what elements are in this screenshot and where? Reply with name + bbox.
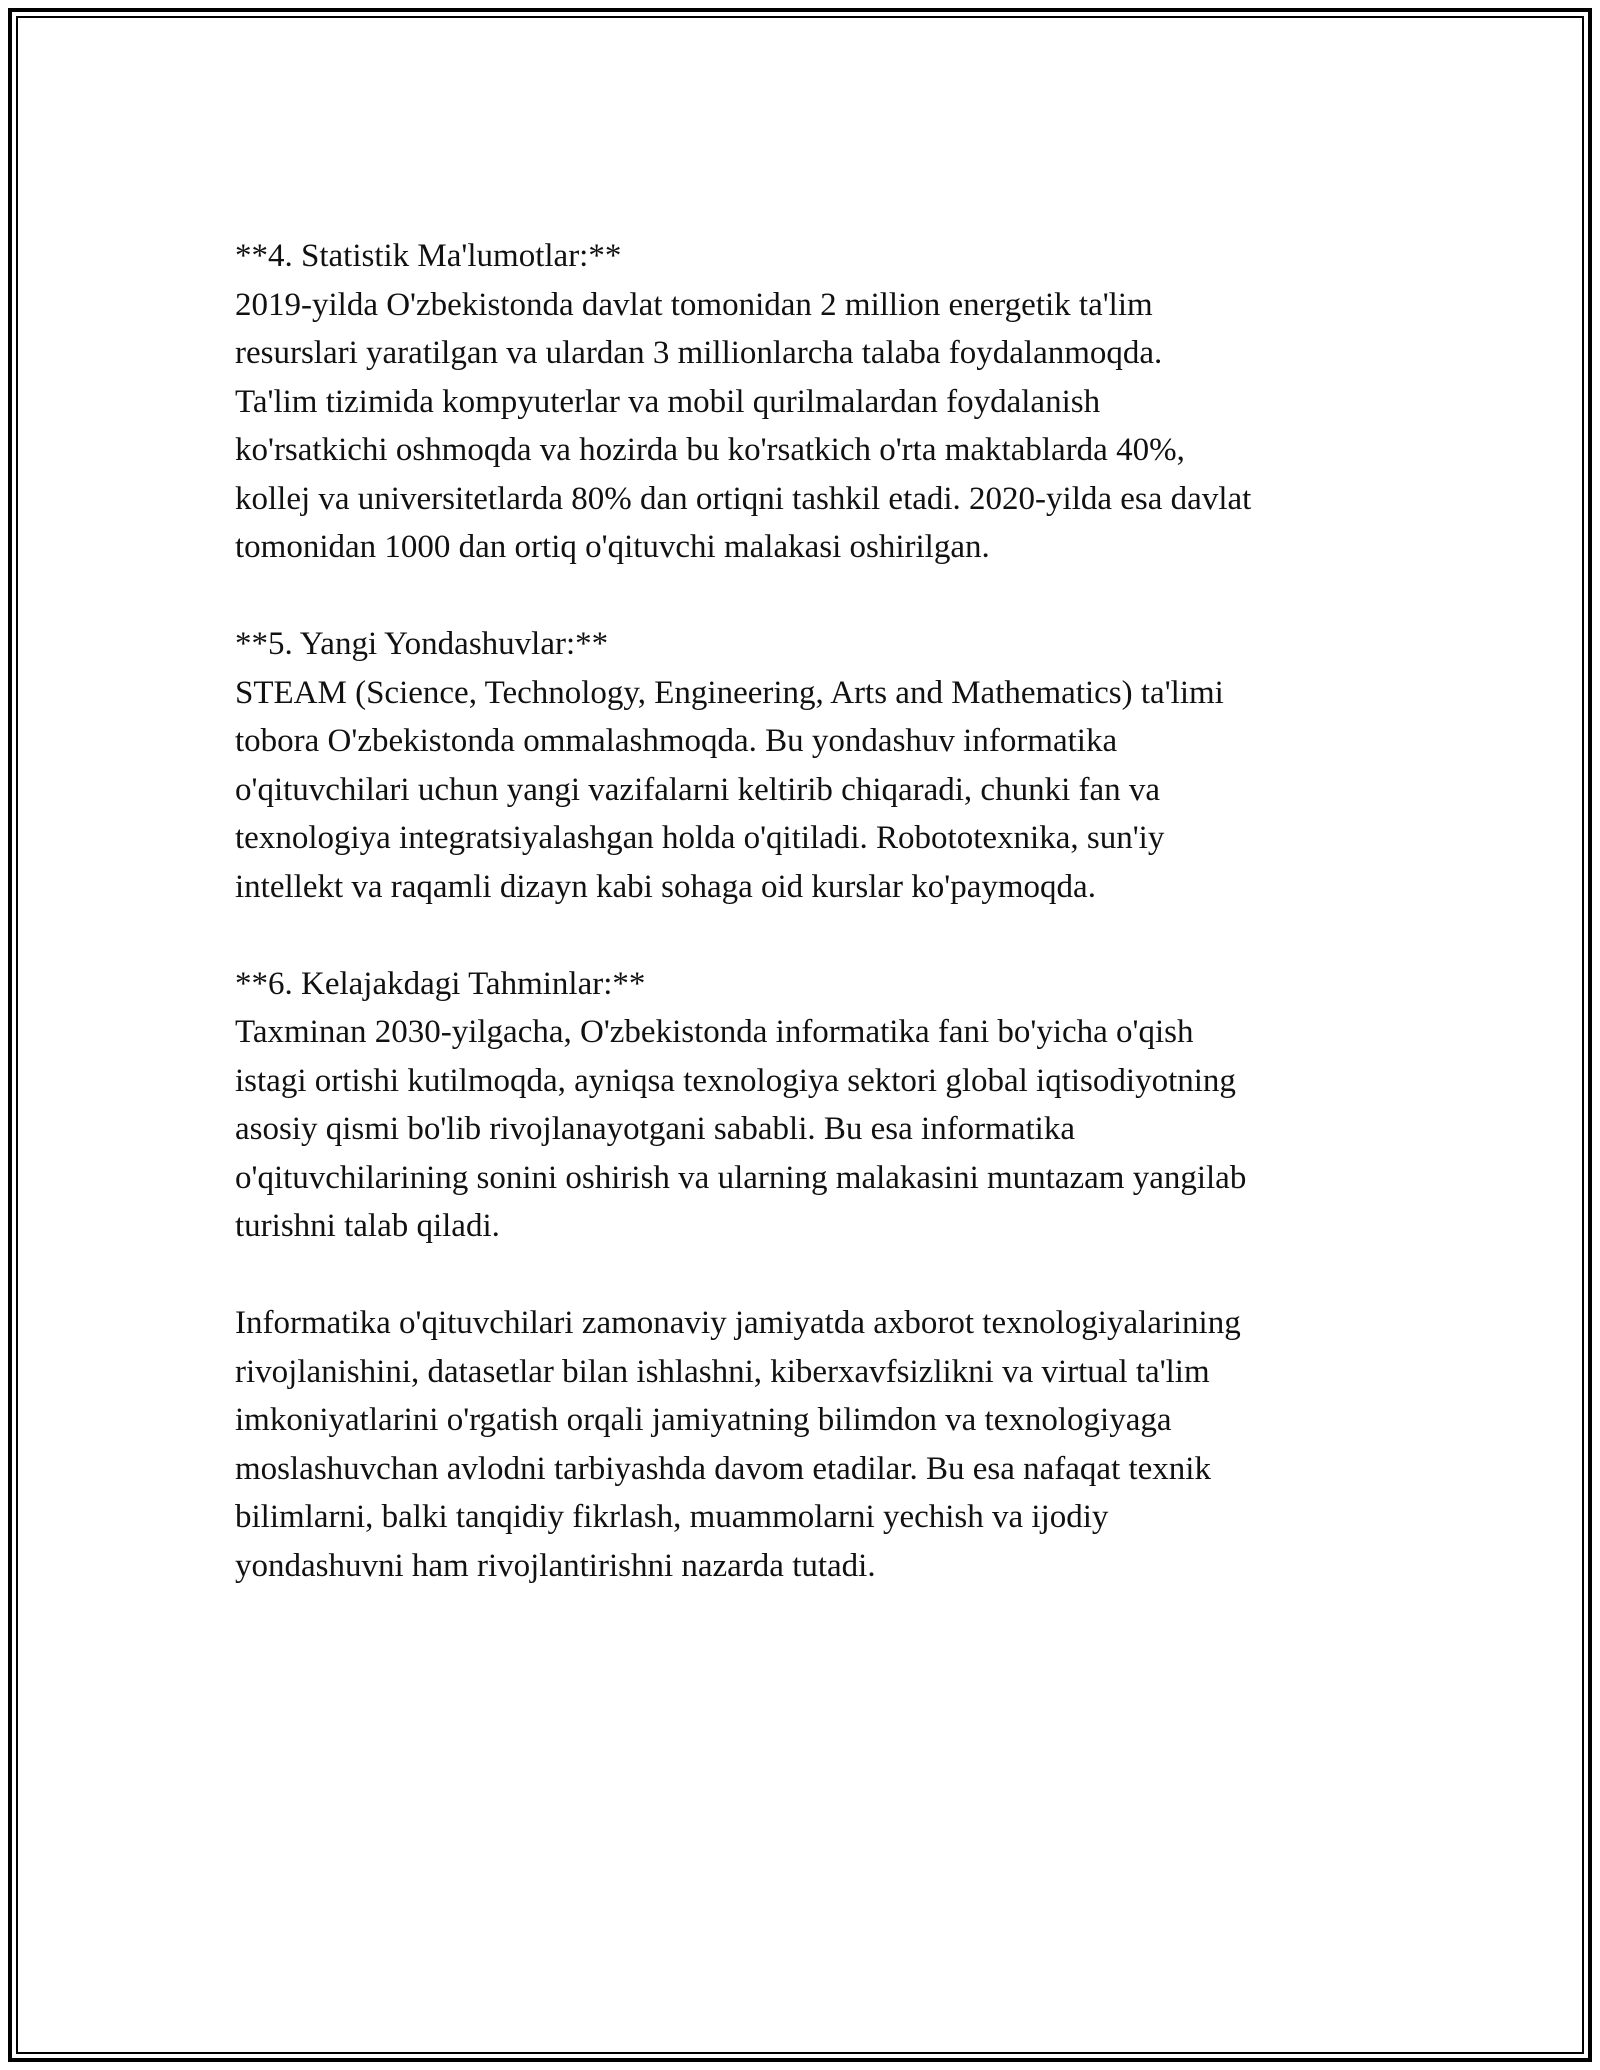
paragraph-line: 2019-yilda O'zbekistonda davlat tomonidan 2 million energetik ta'lim — [235, 286, 1153, 323]
paragraph-line: rivojlanishini, datasetlar bilan ishlashni, kiberxavfsizlikni va virtual ta'lim — [235, 1353, 1210, 1390]
document-body — [235, 232, 1405, 1590]
paragraph-line: asosiy qismi bo'lib rivojlanayotgani sababli. Bu esa informatika — [235, 1111, 1075, 1147]
paragraph-spacer — [235, 572, 1405, 621]
paragraph-line: moslashuvchan avlodni tarbiyashda davom etadilar. Bu esa nafaqat texnik — [235, 1450, 1211, 1487]
paragraph-line: Taxminan 2030-yilgacha, O'zbekistonda informatika fani bo'yicha o'qish — [235, 1014, 1194, 1050]
paragraph-line: resurslari yaratilgan va ulardan 3 millionlarcha talaba foydalanmoqda. — [235, 335, 1163, 371]
section-heading: **6. Kelajakdagi Tahminlar:** — [235, 965, 646, 1002]
paragraph-line: o'qituvchilarining sonini oshirish va ularning malakasini muntazam yangilab — [235, 1159, 1247, 1196]
section-statistik-malumotlar — [235, 232, 1405, 572]
paragraph-line: tobora O'zbekistonda ommalashmoqda. Bu yondashuv informatika — [235, 723, 1118, 759]
section-heading: **5. Yangi Yondashuvlar:** — [235, 626, 609, 662]
section-yangi-yondashuvlar — [235, 620, 1405, 911]
section-heading: **4. Statistik Ma'lumotlar:** — [235, 238, 622, 274]
paragraph-line: tomonidan 1000 dan ortiq o'qituvchi malakasi oshirilgan. — [235, 529, 990, 565]
paragraph-line: imkoniyatlarini o'rgatish orqali jamiyatning bilimdon va texnologiyaga — [235, 1402, 1172, 1438]
paragraph-line: STEAM (Science, Technology, Engineering, Arts and Mathematics) ta'limi — [235, 674, 1224, 711]
paragraph-spacer — [235, 911, 1405, 960]
paragraph-line: Ta'lim tizimida kompyuterlar va mobil qurilmalardan foydalanish — [235, 383, 1101, 420]
paragraph-line: kollej va universitetlarda 80% dan ortiqni tashkil etadi. 2020-yilda esa davlat — [235, 480, 1252, 517]
paragraph-line: intellekt va raqamli dizayn kabi sohaga oid kurslar ko'paymoqda. — [235, 868, 1096, 905]
paragraph-line: turishni talab qiladi. — [235, 1208, 500, 1244]
paragraph-line: ko'rsatkichi oshmoqda va hozirda bu ko'rsatkich o'rta maktablarda 40%, — [235, 432, 1185, 468]
paragraph-line: texnologiya integratsiyalashgan holda o'qitiladi. Robototexnika, sun'iy — [235, 820, 1165, 856]
section-kelajakdagi-tahminlar — [235, 960, 1405, 1251]
paragraph-line: o'qituvchilari uchun yangi vazifalarni keltirib chiqaradi, chunki fan va — [235, 771, 1161, 808]
paragraph-line: istagi ortishi kutilmoqda, ayniqsa texnologiya sektori global iqtisodiyotning — [235, 1062, 1236, 1099]
closing-paragraph — [235, 1299, 1405, 1590]
paragraph-spacer — [235, 1251, 1405, 1300]
paragraph-line: Informatika o'qituvchilari zamonaviy jamiyatda axborot texnologiyalarining — [235, 1305, 1241, 1341]
paragraph-line: yondashuvni ham rivojlantirishni nazarda tutadi. — [235, 1547, 876, 1584]
paragraph-line: bilimlarni, balki tanqidiy fikrlash, muammolarni yechish va ijodiy — [235, 1499, 1109, 1535]
